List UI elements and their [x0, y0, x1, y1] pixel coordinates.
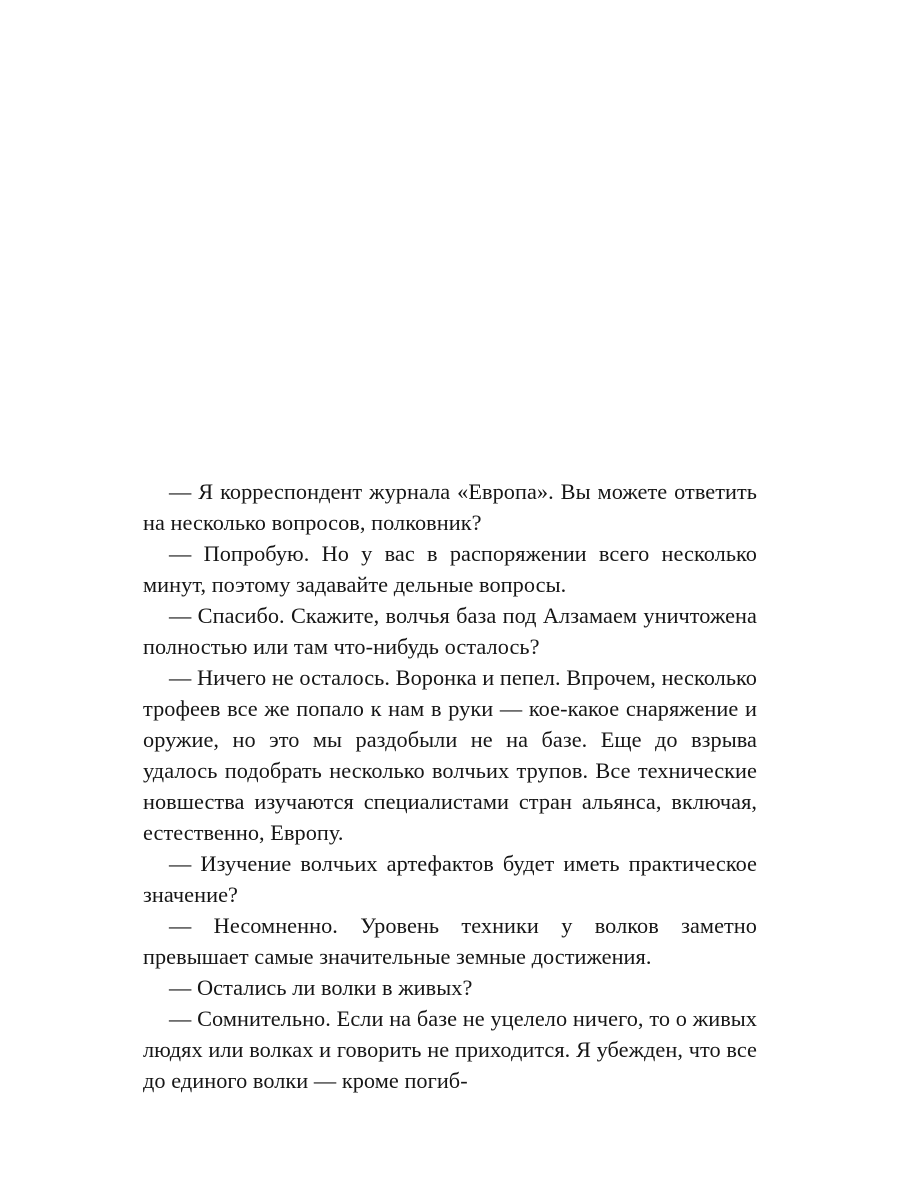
paragraph: — Остались ли волки в живых?: [169, 975, 473, 1000]
body-text-column: [143, 476, 757, 1096]
paragraph: — Попробую. Но у вас в распоряжении всего несколько минут, поэтому задавайте дельные вопросы.: [143, 541, 757, 597]
page-header-margin: [0, 0, 900, 470]
paragraph: — Я корреспондент журнала «Европа». Вы можете ответить на несколько вопросов, полковник?: [143, 479, 757, 535]
paragraph: — Изучение волчьих артефактов будет иметь практическое значение?: [143, 851, 757, 907]
paragraph: — Ничего не осталось. Воронка и пепел. Впрочем, несколько трофеев все же попало к нам в руки — кое-какое снаряжение и оружие, но это мы раздобыли не на базе. Еще до взрыва удалось подобрать несколько волчьих трупов. Все технические новшества изучаются специалистами стран альянса, включая, естественно, Европу.: [143, 665, 757, 845]
paragraph: — Сомнительно. Если на базе не уцелело ничего, то о живых людях или волках и говорить не приходится. Я убежден, что все до единого волки — кроме погиб-: [143, 1006, 757, 1093]
paragraph: — Несомненно. Уровень техники у волков заметно превышает самые значительные земные достижения.: [143, 913, 757, 969]
paragraph: — Спасибо. Скажите, волчья база под Алзамаем уничтожена полностью или там что-нибудь осталось?: [143, 603, 757, 659]
page-footer-margin: [0, 1120, 900, 1200]
